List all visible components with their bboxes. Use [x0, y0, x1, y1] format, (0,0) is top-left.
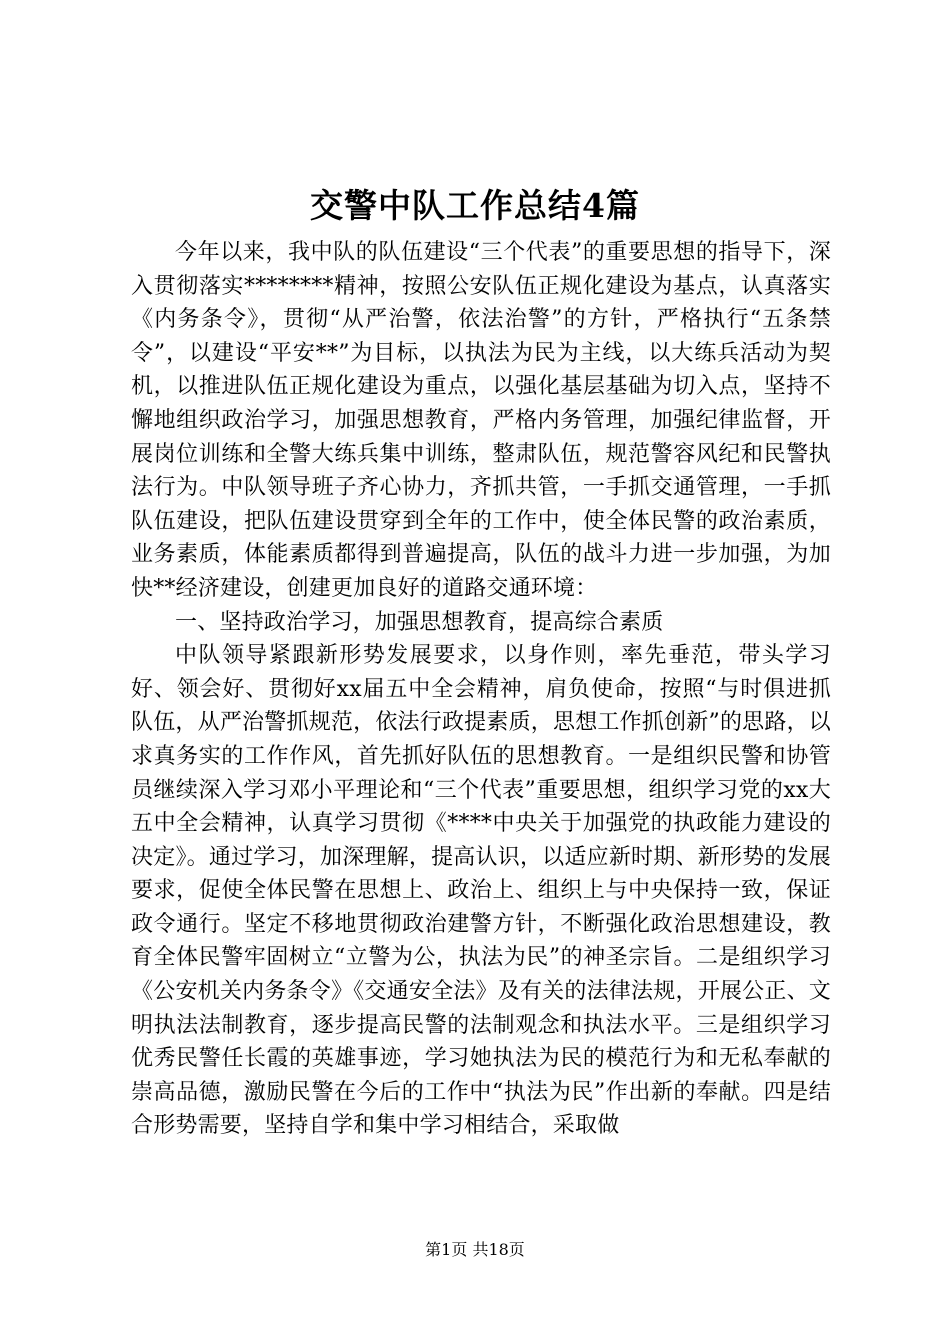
document-title: 交警中队工作总结4篇: [310, 186, 640, 225]
paragraph-intro: 今年以来，我中队的队伍建设“三个代表”的重要思想的指导下，深入贯彻落实********精神，按照公安队伍正规化建设为基点，认真落实《内务条令》，贯彻“从严治警，依法治警”的方针，严格执行“五条禁令”，以建设“平安**”为目标，以执法为民为主线，以大练兵活动为契机，以推进队伍正规化建设为重点，以强化基层基础为切入点，坚持不懈地组织政治学习，加强思想教育，严格内务管理，加强纪律监督，开展岗位训练和全警大练兵集中训练，整肃队伍，规范警容风纪和民警执法行为。中队领导班子齐心协力，齐抓共管，一手抓交通管理，一手抓队伍建设，把队伍建设贯穿到全年的工作中，使全体民警的政治素质，业务素质，体能素质都得到普遍提高，队伍的战斗力进一步加强，为加快**经济建设，创建更加良好的道路交通环境：: [131, 240, 831, 601]
document-body: [131, 236, 831, 1143]
page-number-footer: 第1页 共18页: [425, 1240, 525, 1259]
section-heading-1: 一、坚持政治学习，加强思想教育，提高综合素质: [175, 609, 664, 635]
paragraph-section-1: 中队领导紧跟新形势发展要求，以身作则，率先垂范，带头学习好、领会好、贯彻好xx届五中全会精神，肩负使命，按照“与时俱进抓队伍，从严治警抓规范，依法行政提素质，思想工作抓创新”的思路，以求真务实的工作作风，首先抓好队伍的思想教育。一是组织民警和协管员继续深入学习邓小平理论和“三个代表”重要思想，组织学习党的xx大五中全会精神，认真学习贯彻《****中央关于加强党的执政能力建设的决定》。通过学习，加深理解，提高认识，以适应新时期、新形势的发展要求，促使全体民警在思想上、政治上、组织上与中央保持一致，保证政令通行。坚定不移地贯彻政治建警方针，不断强化政治思想建设，教育全体民警牢固树立“立警为公，执法为民”的神圣宗旨。二是组织学习《公安机关内务条令》《交通安全法》及有关的法律法规，开展公正、文明执法法制教育，逐步提高民警的法制观念和执法水平。三是组织学习优秀民警任长霞的英雄事迹，学习她执法为民的模范行为和无私奉献的崇高品德，激励民警在今后的工作中“执法为民”作出新的奉献。四是结合形势需要，坚持自学和集中学习相结合，采取做: [131, 643, 831, 1139]
